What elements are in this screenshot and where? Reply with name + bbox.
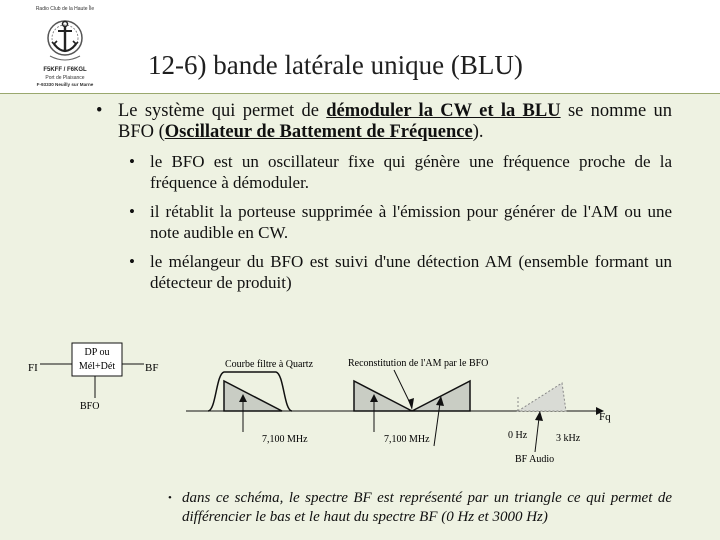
club-logo	[18, 4, 112, 90]
bullet-dot-icon: •	[129, 202, 135, 221]
bullet-dot-icon: •	[96, 101, 103, 121]
bf-label: BF	[145, 362, 159, 374]
three-khz-label: 3 kHz	[556, 433, 581, 444]
arrow-audio	[535, 418, 539, 452]
bullet-list	[96, 101, 672, 293]
anchor-icon	[44, 16, 86, 66]
callsign: F5KFF / F6KGL	[43, 67, 87, 73]
bullet-dot-icon: •	[129, 152, 135, 171]
freq-label-1: 7,100 MHz	[262, 434, 308, 445]
zero-hz-label: 0 Hz	[508, 430, 528, 441]
reconstitution-label: Reconstitution de l'AM par le BFO	[348, 358, 489, 369]
pointer-arrow-icon	[408, 398, 414, 410]
bullet-main: • Le système qui permet de démoduler la CW et la BLU se nomme un BFO (Oscillateur de Battement de Fréquence).	[96, 101, 673, 142]
slide-title: 12-6) bande latérale unique (BLU)	[148, 50, 523, 80]
club-name: Radio Club de la Haute Île	[35, 6, 95, 12]
sideband-triangle-2	[354, 381, 412, 411]
fq-label: Fq	[599, 411, 611, 423]
bfo-label: BFO	[80, 401, 100, 412]
freq-label-2: 7,100 MHz	[384, 434, 430, 445]
sub-bullet-1: • le BFO est un oscillateur fixe qui génère une fréquence proche de la fréquence à démoduler.	[129, 152, 672, 192]
box-label-1: DP ou	[84, 347, 110, 358]
bf-audio-label: BF Audio	[515, 454, 555, 465]
club-address: Port de Plaisance	[45, 75, 85, 81]
spectrum-diagram	[0, 335, 720, 485]
audio-triangle	[518, 383, 566, 411]
box-label-2: Mél+Dét	[78, 361, 116, 372]
club-city: F-93330 Neuilly sur Marne	[36, 82, 94, 87]
diagram-note: • dans ce schéma, le spectre BF est représenté par un triangle ce qui permet de différencier le bas et le haut du spectre BF (0 Hz et 3000 Hz)	[168, 490, 672, 525]
sideband-triangle-1	[224, 381, 282, 411]
sub-bullet-3: • le mélangeur du BFO est suivi d'une détection AM (ensemble formant un détecteur de produit)	[129, 252, 672, 292]
arrow-up-icon	[535, 411, 543, 421]
fi-label: FI	[28, 362, 38, 374]
bullet-dot-icon: •	[168, 492, 172, 504]
sub-bullet-2: • il rétablit la porteuse supprimée à l'émission pour générer de l'AM ou une note audible en CW.	[129, 202, 672, 242]
reconstitution-pointer	[394, 370, 410, 403]
bullet-dot-icon: •	[129, 252, 135, 271]
courbe-label: Courbe filtre à Quartz	[225, 359, 314, 370]
